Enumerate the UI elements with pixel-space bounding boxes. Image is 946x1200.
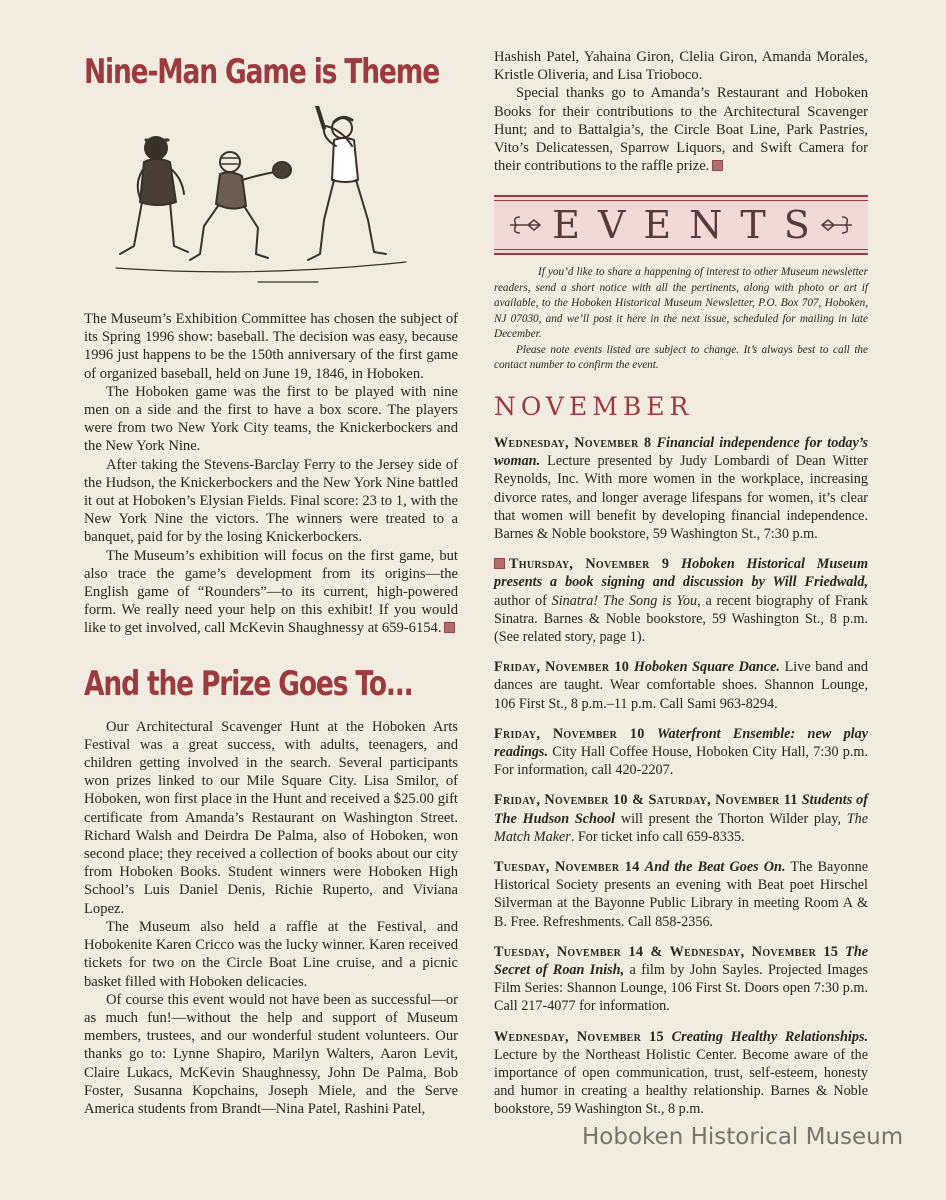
article1-paragraph-1: The Museum’s Exhibition Committee has chosen the subject of its Spring 1996 show: baseball. The decision was easy, because 1996 just happens to be the 150th anniversary of the first game of organized baseball, held on June 19, 1846, in Hoboken. [84,311,458,382]
event-title: And the Beat Goes On. [644,858,786,875]
events-banner [494,195,868,255]
events-notice [494,265,868,374]
baseball-players-illustration-icon [108,106,408,296]
watermark: Hoboken Historical Museum [582,1124,904,1150]
square-ornament-icon [712,160,723,171]
event-description: a film by John Sayles. Projected Images Film Series: Shannon Lounge, 106 First St. Doors open 7:30 p.m. Call 217-4077 for information. [494,962,868,1015]
article2-continued: Hashish Patel, Yahaina Giron, Clelia Giron, Amanda Morales, Kristle Oliveria, and Lisa Trioboco. [494,49,868,84]
article1-paragraph-4-text: The Museum’s exhibition will focus on the first game, but also trace the game’s development from its origins—the English game of “Rounders”—to its current, high-powered form. We really need your help on this exhibit! If you would like to get involved, call McKevin Shaughnessy at 659-6154. [84,547,458,637]
event-description: , a recent biography of Frank Sinatra. Barnes & Noble bookstore, 59 Washington St., 8 p.m. (See related story, page 1). [494,592,868,645]
event-item [494,1028,868,1119]
event-item [494,434,868,543]
square-ornament-icon [444,622,455,633]
event-date: Wednesday, November 8 [494,434,652,451]
events-notice-1: If you’d like to share a happening of interest to other Museum newsletter readers, send a short notice with all the pertinents, along with photo or art if available, to the Hoboken Historical Museum Newsletter, P.O. Box 707, Hoboken, NJ 07030, and we’ll post it here in the next issue, scheduled for mailing in late December. [494,266,868,341]
scroll-ornament-icon [820,215,854,235]
event-italic: Sinatra! The Song is You [551,592,698,609]
event-italic: The Match Maker [494,810,868,845]
event-title: Hoboken Historical Museum presents a book signing and discussion by Will Friedwald, [494,556,868,591]
article1-paragraph-3: After taking the Stevens-Barclay Ferry to the Jersey side of the Hudson, the Knickerbockers and the New York Nine battled it out at Hoboken’s Elysian Fields. Final score: 23 to 1, with the New York Nine the victors. The winners were treated to a banquet, paid for by the losing Knickerbockers. [84,456,458,546]
event-date: Tuesday, November 14 & Wednesday, November 15 [494,943,839,960]
event-title: Hoboken Square Dance. [633,659,780,676]
event-title: Financial independence for today’s woman. [494,434,868,470]
event-item [494,725,868,780]
event-description: Lecture by the Northeast Holistic Center. Become aware of the importance of open communication, trust, self-esteem, honesty and humor in creating a healthy relationship. Barnes & Noble bookstore, 59 Washington St., 8 p.m. [494,1046,868,1118]
square-ornament-icon [494,558,505,569]
article2-paragraph-3: Of course this event would not have been as successful—or as much fun!—without the help and support of Museum members, trustees, and our wonderful student volunteers. Our thanks go to: Lynne Shapiro, Marilyn Walters, Aaron Levit, Claire Lukacs, McKevin Shaughnessy, John De Palma, Bob Foster, Susanna Kopchains, Joseph Miele, and the Serve America students from Brandt—Nina Patel, Rashini Patel, [84,991,458,1117]
event-item [494,658,868,713]
event-space [669,556,681,572]
article2-paragraph-2: The Museum also held a raffle at the Festival, and Hobokenite Karen Cricco was the lucky winner. Karen received tickets for two on the Circle Boat Line cruise, and a picnic basket filled with Hoboken delicacies. [84,918,458,990]
event-list [494,434,868,1119]
event-title: Students of The Hudson School [494,792,868,827]
left-column [84,52,458,1118]
event-item [494,943,868,1016]
event-description: . For ticket info call 659-8335. [570,828,745,845]
event-date: Friday, November 10 [494,659,630,676]
event-description: Lecture presented by Judy Lombardi of Dean Witter Reynolds, Inc. With more women in the workplace, increasing divorce rates, and longer average lifespans for women, it’s clear that women will benefit by developing financial independence. Barnes & Noble bookstore, 59 Washington St., 7:30 p.m. [494,453,868,542]
event-item [494,791,868,846]
event-description: Live band and dances are taught. Wear comfortable shoes. Shannon Lounge, 106 First St., 8 p.m.–11 p.m. Call Sami 963-8294. [494,659,868,712]
event-date: Wednesday, November 15 [494,1028,664,1045]
event-description: City Hall Coffee House, Hoboken City Hall, 7:30 p.m. For information, call 420-2207. [494,743,868,779]
event-title: Waterfront Ensemble: new play readings. [494,725,868,760]
event-title: The Secret of Roan Inish, [494,943,869,978]
event-pre: author of [494,592,552,609]
event-item [494,555,868,646]
events-title: EVENTS [552,203,828,248]
events-notice-2: Please note events listed are subject to change. It’s always best to call the contact number to confirm the event. [494,343,868,372]
month-heading: NOVEMBER [494,391,694,421]
event-date: Friday, November 10 [494,725,645,742]
article2-thanks-text: Special thanks go to Amanda’s Restaurant and Hoboken Books for their contributions to the Architectural Scavenger Hunt; and to Battalgia’s, the Circle Boat Line, Park Pastries, Vito’s Delicatessen, Sparrow Liquors, and Swift Camera for their contributions to the raffle prize. [494,85,868,175]
event-space [645,726,657,742]
event-date: Friday, November 10 & Saturday, November 11 [494,792,798,809]
event-pre: will present the Thorton Wilder play, [615,810,847,827]
event-date: Thursday, November 9 [509,556,670,573]
headline-prize-goes-to: And the Prize Goes To... [84,663,413,704]
event-space [664,1029,672,1045]
event-description: The Bayonne Historical Society presents an evening with Beat poet Hirschel Silverman at the Bayonne Public Library in meeting Room A & B. Free. Refreshments. Call 858-2356. [494,858,869,930]
event-item [494,858,868,931]
article1-paragraph-2: The Hoboken game was the first to be played with nine men on a side and the first to have a box score. The players were from two New York City teams, the Knickerbockers and the New York Nine. [84,383,458,455]
headline-nine-man-game: Nine-Man Game is Theme [84,52,440,92]
article2-thanks [494,84,868,175]
event-title: Creating Healthy Relationships. [671,1028,869,1045]
article1-paragraph-4 [84,547,458,638]
article2-paragraph-1: Our Architectural Scavenger Hunt at the Hoboken Arts Festival was a great success, with adults, teenagers, and children getting involved in the search. Several participants won prizes linked to our Mile Square City. Lisa Smilor, of Hoboken, won first place in the Hunt and received a $25.00 gift certificate from Amanda’s Restaurant on Washington Street. Richard Walsh and Deirdra De Palma, also of Hoboken, won second place; they received a collection of books about our city from Hoboken Books. Student winners were Hoboken High School’s Luis Daniel Denis, Richie Ruperto, and Viviana Lopez. [84,718,458,917]
right-column [494,48,868,1131]
event-date: Tuesday, November 14 [494,858,640,875]
